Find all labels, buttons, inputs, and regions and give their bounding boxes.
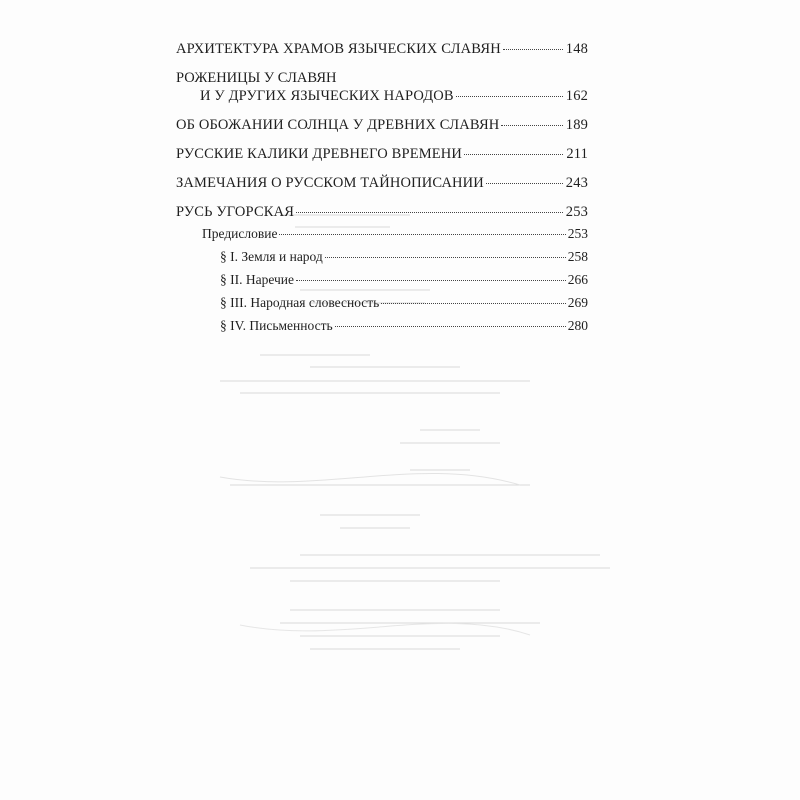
toc-subentry-section-2 bbox=[176, 271, 588, 289]
toc-entry-page: 211 bbox=[566, 146, 588, 162]
toc-subentry-preface bbox=[176, 225, 588, 243]
toc-subentry-title: § I. Земля и народ bbox=[220, 249, 323, 264]
toc-entry-ugorskaya-rus bbox=[176, 203, 588, 221]
toc-subentry-title: § II. Наречие bbox=[220, 272, 295, 287]
dot-leader bbox=[464, 154, 563, 155]
toc-entry-sun-worship bbox=[176, 116, 588, 134]
toc-entry-title-line2: И У ДРУГИХ ЯЗЫЧЕСКИХ НАРОДОВ bbox=[200, 88, 454, 104]
toc-entry-page: 253 bbox=[565, 204, 588, 220]
toc-entry-title: ОБ ОБОЖАНИИ СОЛНЦА У ДРЕВНИХ СЛАВЯН bbox=[176, 117, 500, 133]
toc-subentry-page: 280 bbox=[567, 318, 588, 333]
toc-subentry-section-4 bbox=[176, 317, 588, 335]
dot-leader bbox=[486, 183, 563, 184]
toc-entry-title: ЗАМЕЧАНИЯ О РУССКОМ ТАЙНОПИСАНИИ bbox=[176, 175, 484, 191]
dot-leader bbox=[335, 326, 566, 327]
toc-subentry-page: 258 bbox=[567, 249, 588, 264]
toc-subsections bbox=[176, 225, 588, 335]
toc-subentry-title: § III. Народная словесность bbox=[220, 295, 380, 310]
toc-subentry-title: § IV. Письменность bbox=[220, 318, 333, 333]
toc-subentry-section-3 bbox=[176, 294, 588, 312]
toc-subentry-page: 266 bbox=[567, 272, 588, 287]
toc-entry-page: 189 bbox=[565, 117, 588, 133]
toc-entry-page: 162 bbox=[565, 88, 588, 104]
dot-leader bbox=[279, 234, 565, 235]
dot-leader bbox=[456, 96, 563, 97]
toc-subentry-section-1 bbox=[176, 248, 588, 266]
toc-subentry-title: Предисловие bbox=[202, 226, 278, 241]
toc-entry-page: 148 bbox=[565, 41, 588, 57]
toc-entry-page: 243 bbox=[565, 175, 588, 191]
toc-entry-rozhenitsy bbox=[176, 69, 588, 105]
toc-entry-title: АРХИТЕКТУРА ХРАМОВ ЯЗЫЧЕСКИХ СЛАВЯН bbox=[176, 41, 501, 57]
toc-subentry-page: 269 bbox=[567, 295, 588, 310]
toc-entry-title: РУСЬ УГОРСКАЯ bbox=[176, 204, 295, 220]
table-of-contents bbox=[176, 40, 588, 340]
dot-leader bbox=[296, 280, 566, 281]
toc-subentry-page: 253 bbox=[567, 226, 588, 241]
toc-entry-cryptography bbox=[176, 174, 588, 192]
toc-entry-title: РУССКИЕ КАЛИКИ ДРЕВНЕГО ВРЕМЕНИ bbox=[176, 146, 463, 162]
toc-entry-title-line1: РОЖЕНИЦЫ У СЛАВЯН bbox=[176, 70, 337, 86]
dot-leader bbox=[381, 303, 565, 304]
dot-leader bbox=[503, 49, 563, 50]
dot-leader bbox=[325, 257, 566, 258]
dot-leader bbox=[296, 212, 563, 213]
dot-leader bbox=[501, 125, 562, 126]
toc-entry-kaliki bbox=[176, 145, 588, 163]
toc-entry-temple-architecture bbox=[176, 40, 588, 58]
